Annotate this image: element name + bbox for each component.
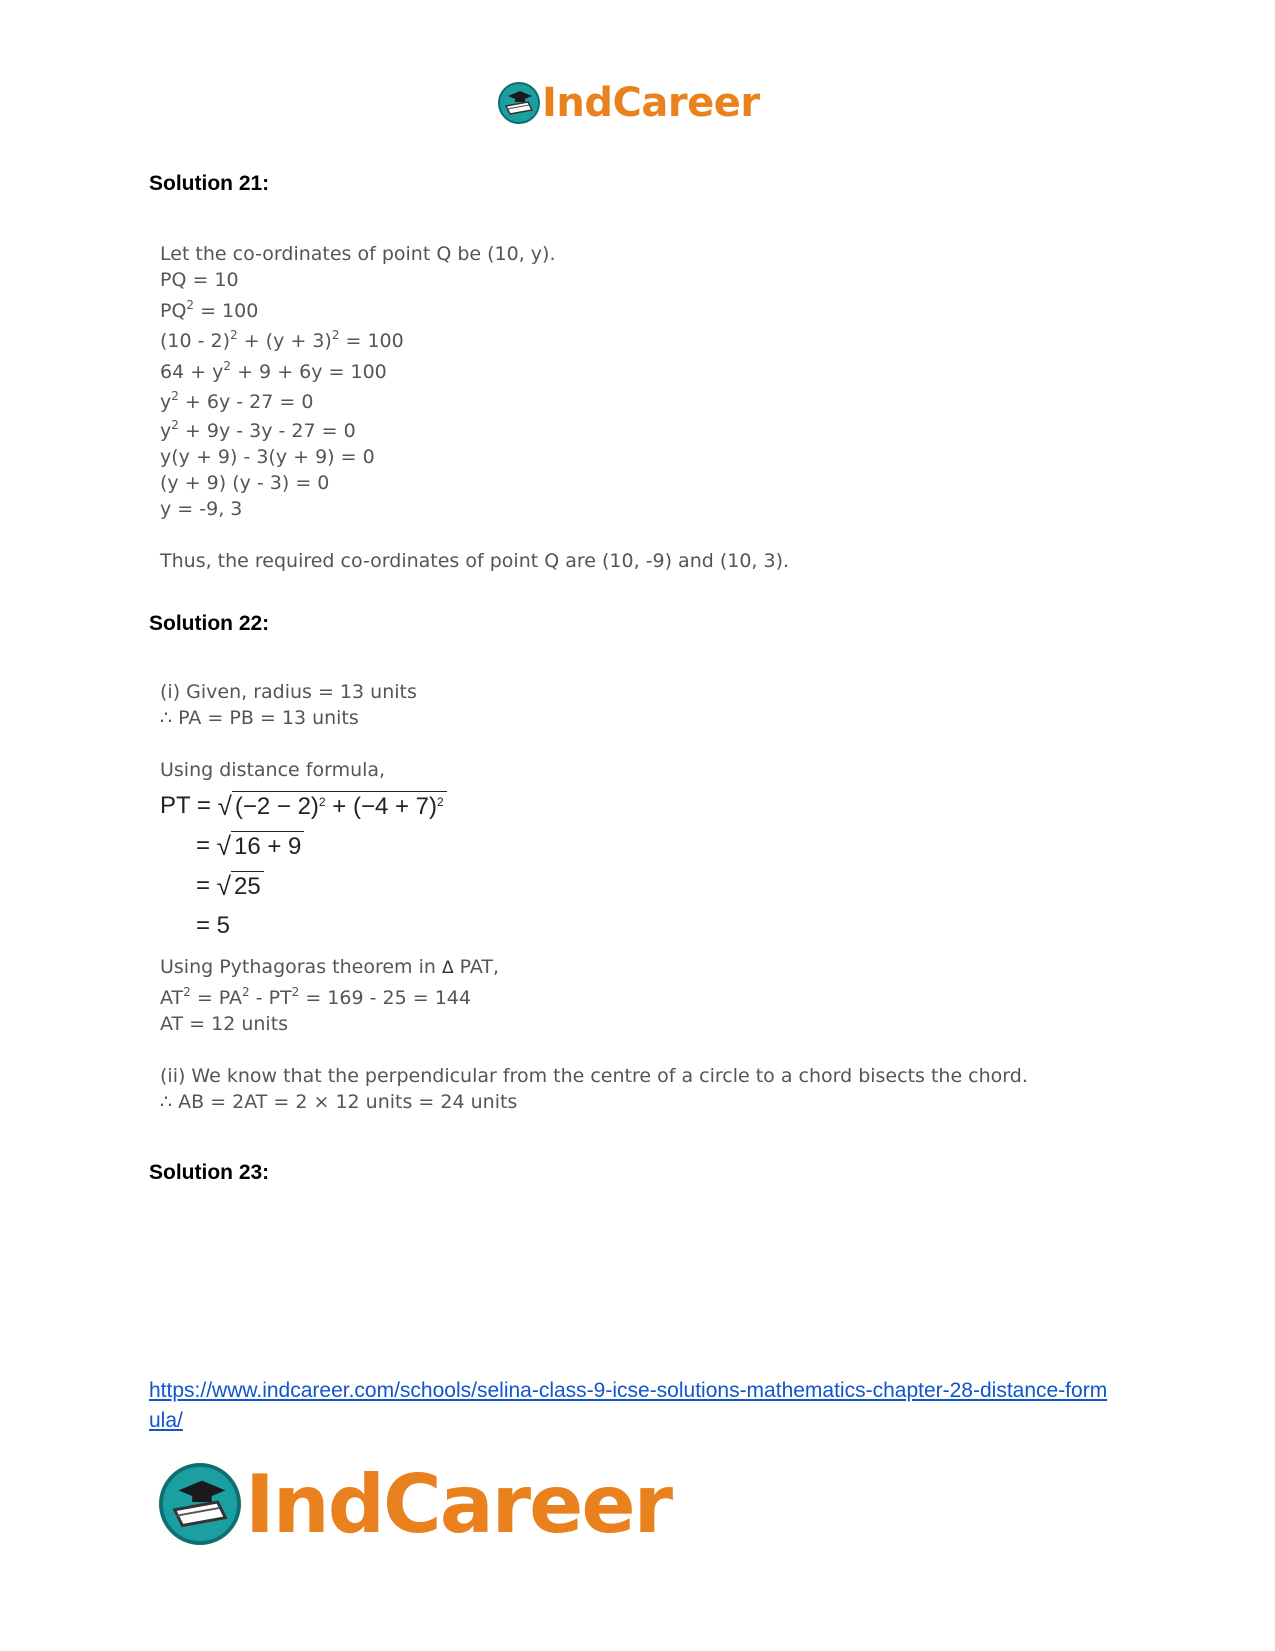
- solution-21-conclusion: Thus, the required co-ordinates of point Q are (10, -9) and (10, 3).: [160, 550, 790, 572]
- square-root: √ 25: [217, 871, 264, 902]
- math-line: $64 + y^2 + 9 + 6y = 100$: [160, 359, 387, 383]
- math-line: PQ = 10: [160, 269, 239, 291]
- math-line: AT = 12 units: [160, 1013, 289, 1035]
- graduation-book-icon: [498, 82, 540, 124]
- formula-row: = √ 25: [160, 866, 447, 906]
- formula-row: = √ 16 + 9: [160, 826, 447, 866]
- math-line: (i) Given, radius = 13 units: [160, 681, 417, 703]
- solution-22-heading: Solution 22:: [149, 612, 270, 635]
- math-line: $PQ^2 = 100$: [160, 298, 259, 322]
- solution-22-part-i: [160, 679, 417, 783]
- distance-formula: [160, 786, 447, 946]
- math-line: ∴ AB = 2AT = 2 × 12 units = 24 units: [160, 1091, 518, 1113]
- solution-23-heading: Solution 23:: [149, 1161, 270, 1184]
- logo-wordmark: IndCareer: [542, 80, 760, 126]
- math-line: Using distance formula,: [160, 759, 386, 781]
- math-line: y = -9, 3: [160, 498, 243, 520]
- source-url-link[interactable]: https://www.indcareer.com/schools/selina-class-9-icse-solutions-mathematics-chapter-28-distance-formula/: [149, 1379, 1108, 1432]
- math-line: (ii) We know that the perpendicular from the centre of a circle to a chord bisects the chord.: [160, 1065, 1028, 1087]
- math-line: $y^2 + 9y - 3y - 27 = 0$: [160, 418, 356, 442]
- math-line: Using Pythagoras theorem in Δ PAT,: [160, 956, 500, 978]
- math-line: y(y + 9) - 3(y + 9) = 0: [160, 446, 375, 468]
- square-root: √ 16 + 9: [217, 831, 305, 862]
- solution-21-body: [160, 241, 789, 574]
- math-line: (y + 9) (y - 3) = 0: [160, 472, 330, 494]
- math-line: $(10 - 2)^2 + (y + 3)^2 = 100$: [160, 328, 404, 352]
- logo-wordmark: IndCareer: [245, 1457, 672, 1551]
- formula-row: PT = √ $(-2 - 2)^2 + (-4 + 7)^2$: [160, 786, 447, 826]
- footer-logo: [159, 1457, 672, 1551]
- formula-row: = 5: [196, 912, 231, 939]
- math-line: $y^2 + 6y - 27 = 0$: [160, 389, 314, 413]
- math-line: Let the co-ordinates of point Q be (10, y).: [160, 243, 556, 265]
- graduation-book-icon: [159, 1463, 241, 1545]
- math-line: $AT^2 = PA^2 - PT^2 = 169 - 25 = 144$: [160, 985, 471, 1009]
- triangle-symbol: Δ: [441, 958, 454, 978]
- square-root: √ $(-2 - 2)^2 + (-4 + 7)^2$: [218, 791, 447, 822]
- solution-22-pythagoras: [160, 954, 1028, 1115]
- solution-21-heading: Solution 21:: [149, 172, 270, 195]
- math-line: ∴ PA = PB = 13 units: [160, 707, 359, 729]
- header-logo: [498, 80, 760, 126]
